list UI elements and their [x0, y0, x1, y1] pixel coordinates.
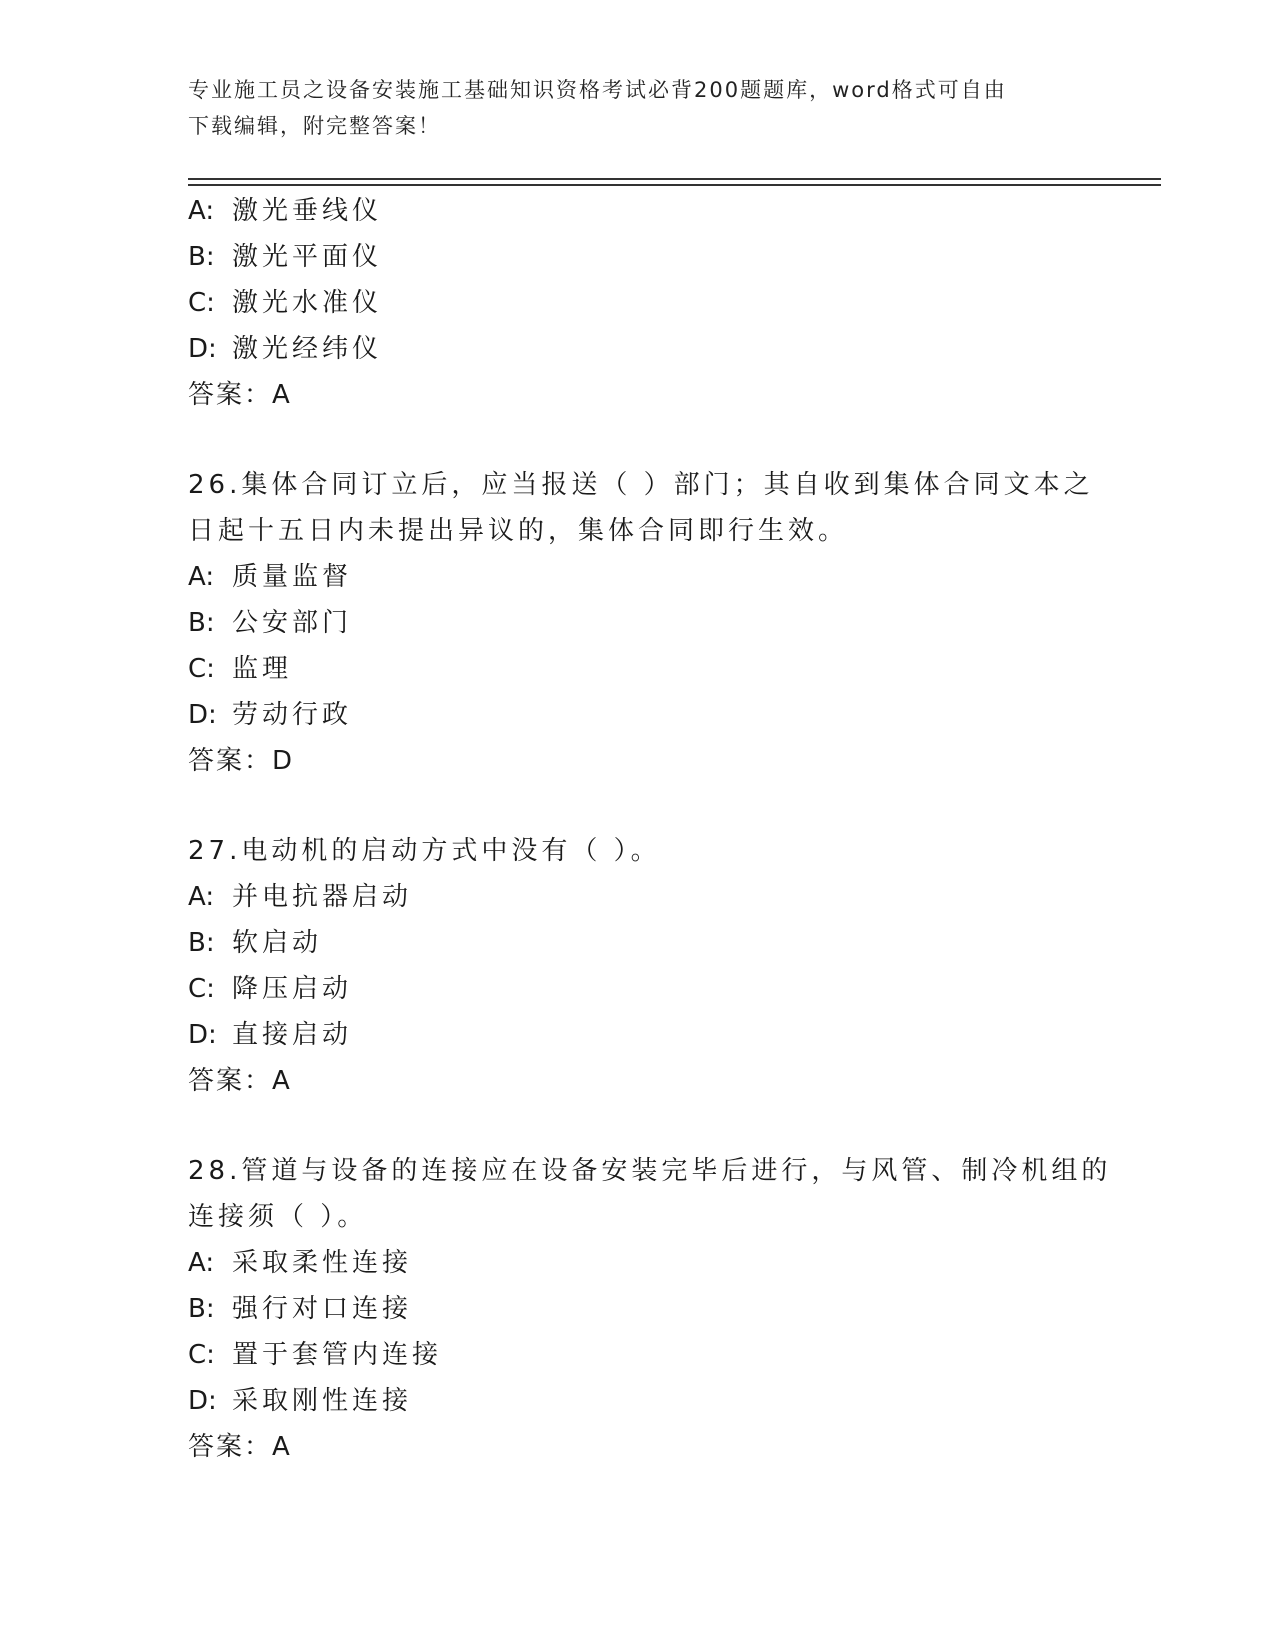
- header-line-1: 专业施工员之设备安装施工基础知识资格考试必背200题题库，word格式可自由: [188, 78, 1007, 102]
- option-letter: A:: [188, 882, 215, 912]
- option-text: 劳动行政: [232, 700, 353, 730]
- option-letter: C:: [188, 1340, 215, 1370]
- question-stem: 日起十五日内未提出异议的，集体合同即行生效。: [188, 516, 849, 546]
- option-letter: C:: [188, 654, 215, 684]
- option-b: [188, 600, 1088, 646]
- option-c: [188, 280, 1088, 326]
- option-letter: D:: [188, 334, 217, 364]
- option-letter: A:: [188, 196, 215, 226]
- option-letter: D:: [188, 1386, 217, 1416]
- option-text: 监理: [232, 654, 293, 684]
- option-letter: C:: [188, 288, 215, 318]
- option-d: [188, 1012, 1088, 1058]
- answer-line: 答案：D: [188, 746, 295, 776]
- question-25-options: [188, 188, 1088, 418]
- option-a: [188, 188, 1088, 234]
- question-27: [188, 828, 1088, 1104]
- option-a: [188, 1240, 1088, 1286]
- answer-line: 答案：A: [188, 380, 292, 410]
- header-divider-top: [188, 178, 1161, 180]
- option-d: [188, 1378, 1088, 1424]
- option-text: 激光平面仪: [232, 242, 383, 272]
- option-text: 激光水准仪: [232, 288, 383, 318]
- question-stem: 28.管道与设备的连接应在设备安装完毕后进行，与风管、制冷机组的: [188, 1156, 1112, 1186]
- option-letter: B:: [188, 928, 215, 958]
- option-letter: A:: [188, 562, 215, 592]
- option-letter: D:: [188, 1020, 217, 1050]
- option-c: [188, 966, 1088, 1012]
- option-b: [188, 1286, 1088, 1332]
- option-b: [188, 234, 1088, 280]
- document-header: [188, 72, 1088, 144]
- question-28: [188, 1148, 1112, 1470]
- option-text: 激光垂线仪: [232, 196, 383, 226]
- option-text: 激光经纬仪: [232, 334, 383, 364]
- option-letter: B:: [188, 1294, 215, 1324]
- answer-line: 答案：A: [188, 1432, 292, 1462]
- option-d: [188, 326, 1088, 372]
- option-a: [188, 554, 1088, 600]
- option-letter: C:: [188, 974, 215, 1004]
- header-line-2: 下载编辑，附完整答案！: [188, 114, 441, 138]
- option-c: [188, 1332, 1088, 1378]
- option-letter: A:: [188, 1248, 215, 1278]
- option-text: 并电抗器启动: [232, 882, 413, 912]
- option-text: 采取刚性连接: [232, 1386, 413, 1416]
- option-text: 降压启动: [232, 974, 353, 1004]
- option-letter: D:: [188, 700, 217, 730]
- option-text: 强行对口连接: [232, 1294, 413, 1324]
- question-stem: 连接须（ ）。: [188, 1202, 368, 1232]
- question-stem: 26.集体合同订立后，应当报送（ ）部门；其自收到集体合同文本之: [188, 470, 1094, 500]
- question-26: [188, 462, 1094, 784]
- question-content: [188, 188, 1112, 1470]
- option-text: 直接启动: [232, 1020, 353, 1050]
- option-text: 软启动: [232, 928, 323, 958]
- option-letter: B:: [188, 242, 215, 272]
- option-text: 采取柔性连接: [232, 1248, 413, 1278]
- option-c: [188, 646, 1088, 692]
- option-b: [188, 920, 1088, 966]
- option-text: 质量监督: [232, 562, 353, 592]
- option-text: 公安部门: [232, 608, 353, 638]
- header-divider-bottom: [188, 184, 1161, 186]
- question-stem: 27.电动机的启动方式中没有（ ）。: [188, 836, 661, 866]
- option-d: [188, 692, 1088, 738]
- answer-line: 答案：A: [188, 1066, 292, 1096]
- option-text: 置于套管内连接: [232, 1340, 443, 1370]
- option-letter: B:: [188, 608, 215, 638]
- option-a: [188, 874, 1088, 920]
